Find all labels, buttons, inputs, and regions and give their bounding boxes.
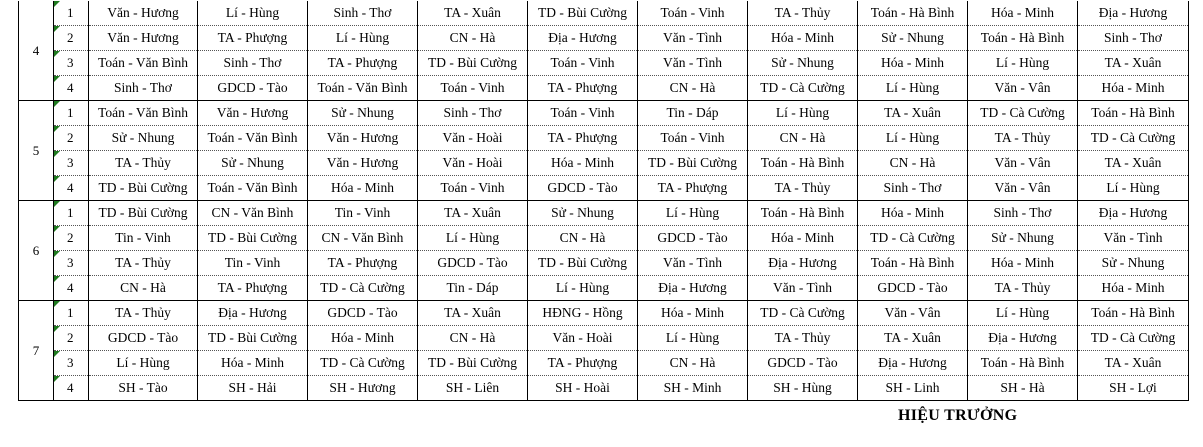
class-cell: TA - Xuân [418, 1, 528, 26]
class-cell: Toán - Hà Bình [1078, 301, 1189, 326]
class-cell: GDCD - Tào [89, 326, 198, 351]
class-cell: TD - Bùi Cường [528, 1, 638, 26]
class-cell: TA - Phượng [308, 51, 418, 76]
class-cell: SH - Hoài [528, 376, 638, 401]
class-cell: Sử - Nhung [1078, 251, 1189, 276]
class-cell: TD - Bùi Cường [418, 351, 528, 376]
class-cell: Lí - Hùng [638, 326, 748, 351]
class-cell: Lí - Hùng [748, 101, 858, 126]
period-cell [54, 376, 89, 401]
class-cell: SH - Lợi [1078, 376, 1189, 401]
class-cell: TD - Cà Cường [1078, 326, 1189, 351]
class-cell: TD - Bùi Cường [198, 226, 308, 251]
cell-comment-marker [54, 51, 60, 57]
class-cell: Sinh - Thơ [198, 51, 308, 76]
class-cell: Lí - Hùng [1078, 176, 1189, 201]
class-cell: TA - Thủy [748, 326, 858, 351]
class-cell: Văn - Tình [638, 51, 748, 76]
class-cell: Văn - Hương [89, 26, 198, 51]
timetable-row [19, 226, 1189, 251]
day-cell: 4 [19, 1, 54, 101]
period-number: 2 [67, 30, 74, 45]
class-cell: Toán - Văn Bình [198, 126, 308, 151]
class-cell: Địa - Hương [198, 301, 308, 326]
class-cell: Sử - Nhung [528, 201, 638, 226]
class-cell: Toán - Vinh [638, 1, 748, 26]
period-number: 4 [67, 380, 74, 395]
class-cell: Lí - Hùng [858, 126, 968, 151]
class-cell: SH - Hương [308, 376, 418, 401]
period-cell [54, 26, 89, 51]
timetable-body [19, 1, 1189, 401]
class-cell: Lí - Hùng [528, 276, 638, 301]
class-cell: Tin - Dáp [418, 276, 528, 301]
class-cell: Sinh - Thơ [858, 176, 968, 201]
cell-comment-marker [54, 201, 60, 207]
class-cell: GDCD - Tào [528, 176, 638, 201]
cell-comment-marker [54, 76, 60, 82]
class-cell: Sử - Nhung [748, 51, 858, 76]
class-cell: Hóa - Minh [1078, 276, 1189, 301]
timetable-row [19, 276, 1189, 301]
timetable-row [19, 376, 1189, 401]
class-cell: TA - Phượng [308, 251, 418, 276]
class-cell: Sử - Nhung [198, 151, 308, 176]
class-cell: Toán - Văn Bình [89, 51, 198, 76]
class-cell: Lí - Hùng [638, 201, 748, 226]
timetable-row [19, 151, 1189, 176]
period-cell [54, 176, 89, 201]
timetable-row [19, 251, 1189, 276]
class-cell: Văn - Hương [89, 1, 198, 26]
class-cell: TA - Xuân [418, 201, 528, 226]
class-cell: TA - Phượng [198, 26, 308, 51]
class-cell: SH - Hải [198, 376, 308, 401]
class-cell: Tin - Vinh [308, 201, 418, 226]
class-cell: Văn - Tình [638, 26, 748, 51]
cell-comment-marker [54, 1, 60, 7]
period-number: 1 [67, 205, 74, 220]
class-cell: Sinh - Thơ [418, 101, 528, 126]
class-cell: Toán - Vinh [638, 126, 748, 151]
day-cell: 5 [19, 101, 54, 201]
class-cell: Toán - Vinh [418, 76, 528, 101]
class-cell: Hóa - Minh [308, 326, 418, 351]
class-cell: Địa - Hương [638, 276, 748, 301]
class-cell: Sinh - Thơ [89, 76, 198, 101]
period-number: 4 [67, 280, 74, 295]
class-cell: Lí - Hùng [198, 1, 308, 26]
class-cell: Văn - Vân [968, 176, 1078, 201]
class-cell: Lí - Hùng [418, 226, 528, 251]
class-cell: CN - Hà [858, 151, 968, 176]
class-cell: Văn - Hoài [418, 126, 528, 151]
timetable-row [19, 76, 1189, 101]
period-cell [54, 201, 89, 226]
class-cell: Hóa - Minh [858, 201, 968, 226]
cell-comment-marker [54, 251, 60, 257]
class-cell: TD - Bùi Cường [528, 251, 638, 276]
timetable-row [19, 301, 1189, 326]
timetable-row [19, 201, 1189, 226]
class-cell: Văn - Hương [308, 151, 418, 176]
period-number: 3 [67, 155, 74, 170]
class-cell: SH - Liên [418, 376, 528, 401]
class-cell: TD - Cà Cường [858, 226, 968, 251]
class-cell: Hóa - Minh [308, 176, 418, 201]
cell-comment-marker [54, 376, 60, 382]
class-cell: Hóa - Minh [198, 351, 308, 376]
class-cell: TA - Phượng [638, 176, 748, 201]
class-cell: Địa - Hương [968, 326, 1078, 351]
class-cell: TA - Thủy [968, 126, 1078, 151]
class-cell: GDCD - Tào [858, 276, 968, 301]
class-cell: Địa - Hương [528, 26, 638, 51]
cell-comment-marker [54, 326, 60, 332]
signature-title: HIỆU TRƯỞNG [898, 407, 1018, 424]
class-cell: CN - Văn Bình [198, 201, 308, 226]
class-cell: Hóa - Minh [748, 226, 858, 251]
period-number: 1 [67, 105, 74, 120]
class-cell: TD - Cà Cường [1078, 126, 1189, 151]
class-cell: TD - Bùi Cường [89, 201, 198, 226]
period-cell [54, 326, 89, 351]
class-cell: Văn - Vân [858, 301, 968, 326]
period-cell [54, 101, 89, 126]
class-cell: Hóa - Minh [638, 301, 748, 326]
class-cell: Sử - Nhung [89, 126, 198, 151]
class-cell: TA - Thủy [968, 276, 1078, 301]
class-cell: Hóa - Minh [528, 151, 638, 176]
class-cell: Toán - Vinh [418, 176, 528, 201]
period-number: 2 [67, 130, 74, 145]
class-cell: TD - Cà Cường [748, 76, 858, 101]
class-cell: TA - Xuân [418, 301, 528, 326]
class-cell: TD - Cà Cường [968, 101, 1078, 126]
cell-comment-marker [54, 151, 60, 157]
class-cell: TA - Phượng [528, 126, 638, 151]
period-cell [54, 351, 89, 376]
period-number: 2 [67, 330, 74, 345]
period-cell [54, 51, 89, 76]
period-cell [54, 301, 89, 326]
class-cell: SH - Linh [858, 376, 968, 401]
period-number: 3 [67, 255, 74, 270]
class-cell: Toán - Hà Bình [748, 151, 858, 176]
cell-comment-marker [54, 226, 60, 232]
class-cell: GDCD - Tào [748, 351, 858, 376]
class-cell: Văn - Hương [308, 126, 418, 151]
class-cell: Toán - Hà Bình [968, 26, 1078, 51]
class-cell: Văn - Hoài [418, 151, 528, 176]
class-cell: TD - Cà Cường [748, 301, 858, 326]
class-cell: Văn - Tình [638, 251, 748, 276]
class-cell: CN - Hà [638, 351, 748, 376]
class-cell: Tin - Dáp [638, 101, 748, 126]
class-cell: TA - Thủy [748, 176, 858, 201]
class-cell: CN - Hà [418, 326, 528, 351]
day-cell: 7 [19, 301, 54, 401]
class-cell: TD - Bùi Cường [638, 151, 748, 176]
class-cell: Văn - Hoài [528, 326, 638, 351]
class-cell: GDCD - Tào [198, 76, 308, 101]
class-cell: TA - Thủy [89, 251, 198, 276]
cell-comment-marker [54, 301, 60, 307]
class-cell: Toán - Hà Bình [748, 201, 858, 226]
timetable-row [19, 176, 1189, 201]
class-cell: TA - Phượng [528, 351, 638, 376]
class-cell: TA - Phượng [528, 76, 638, 101]
class-cell: CN - Hà [748, 126, 858, 151]
class-cell: Hóa - Minh [968, 251, 1078, 276]
timetable-row [19, 351, 1189, 376]
class-cell: Văn - Vân [968, 76, 1078, 101]
class-cell: Tin - Vinh [89, 226, 198, 251]
class-cell: Toán - Hà Bình [858, 1, 968, 26]
class-cell: SH - Minh [638, 376, 748, 401]
class-cell: Toán - Văn Bình [89, 101, 198, 126]
class-cell: TA - Thủy [89, 151, 198, 176]
class-cell: Lí - Hùng [858, 76, 968, 101]
class-cell: SH - Hà [968, 376, 1078, 401]
class-cell: TA - Phượng [198, 276, 308, 301]
cell-comment-marker [54, 101, 60, 107]
class-cell: TA - Xuân [1078, 351, 1189, 376]
class-cell: CN - Hà [528, 226, 638, 251]
class-cell: Văn - Tình [1078, 226, 1189, 251]
class-cell: Toán - Hà Bình [858, 251, 968, 276]
timetable-row [19, 51, 1189, 76]
class-cell: Lí - Hùng [308, 26, 418, 51]
period-cell [54, 76, 89, 101]
timetable-row [19, 326, 1189, 351]
class-cell: Địa - Hương [748, 251, 858, 276]
class-cell: Sinh - Thơ [968, 201, 1078, 226]
class-cell: Toán - Văn Bình [308, 76, 418, 101]
class-cell: Toán - Vinh [528, 101, 638, 126]
timetable [18, 1, 1189, 401]
class-cell: TA - Thủy [748, 1, 858, 26]
class-cell: Văn - Tình [748, 276, 858, 301]
cell-comment-marker [54, 351, 60, 357]
class-cell: TA - Xuân [858, 101, 968, 126]
class-cell: TA - Thủy [89, 301, 198, 326]
class-cell: SH - Tào [89, 376, 198, 401]
class-cell: Văn - Vân [968, 151, 1078, 176]
class-cell: Sử - Nhung [308, 101, 418, 126]
period-number: 3 [67, 355, 74, 370]
class-cell: Toán - Hà Bình [1078, 101, 1189, 126]
class-cell: Lí - Hùng [968, 51, 1078, 76]
class-cell: Lí - Hùng [89, 351, 198, 376]
class-cell: TA - Xuân [1078, 51, 1189, 76]
period-cell [54, 126, 89, 151]
class-cell: TD - Bùi Cường [418, 51, 528, 76]
class-cell: GDCD - Tào [308, 301, 418, 326]
class-cell: Sử - Nhung [968, 226, 1078, 251]
class-cell: Tin - Vinh [198, 251, 308, 276]
period-cell [54, 151, 89, 176]
class-cell: Toán - Vinh [528, 51, 638, 76]
class-cell: Hóa - Minh [1078, 76, 1189, 101]
class-cell: Toán - Văn Bình [198, 176, 308, 201]
class-cell: Địa - Hương [1078, 201, 1189, 226]
timetable-row [19, 126, 1189, 151]
class-cell: Hóa - Minh [748, 26, 858, 51]
class-cell: Lí - Hùng [968, 301, 1078, 326]
period-cell [54, 226, 89, 251]
class-cell: SH - Hùng [748, 376, 858, 401]
class-cell: CN - Văn Bình [308, 226, 418, 251]
period-number: 1 [67, 305, 74, 320]
class-cell: TA - Xuân [1078, 151, 1189, 176]
class-cell: GDCD - Tào [418, 251, 528, 276]
period-cell [54, 1, 89, 26]
class-cell: Hóa - Minh [858, 51, 968, 76]
class-cell: Toán - Hà Bình [968, 351, 1078, 376]
period-number: 4 [67, 180, 74, 195]
class-cell: TD - Cà Cường [308, 351, 418, 376]
class-cell: Hóa - Minh [968, 1, 1078, 26]
timetable-row [19, 26, 1189, 51]
period-cell [54, 251, 89, 276]
class-cell: Sinh - Thơ [1078, 26, 1189, 51]
period-number: 3 [67, 55, 74, 70]
class-cell: TD - Bùi Cường [89, 176, 198, 201]
class-cell: TD - Bùi Cường [198, 326, 308, 351]
class-cell: CN - Hà [638, 76, 748, 101]
class-cell: Sử - Nhung [858, 26, 968, 51]
timetable-row [19, 101, 1189, 126]
class-cell: Sinh - Thơ [308, 1, 418, 26]
period-number: 1 [67, 5, 74, 20]
period-number: 2 [67, 230, 74, 245]
class-cell: CN - Hà [418, 26, 528, 51]
class-cell: Địa - Hương [1078, 1, 1189, 26]
cell-comment-marker [54, 26, 60, 32]
class-cell: TA - Xuân [858, 326, 968, 351]
class-cell: Văn - Hương [198, 101, 308, 126]
class-cell: Địa - Hương [858, 351, 968, 376]
period-cell [54, 276, 89, 301]
timetable-row [19, 1, 1189, 26]
cell-comment-marker [54, 126, 60, 132]
class-cell: GDCD - Tào [638, 226, 748, 251]
class-cell: CN - Hà [89, 276, 198, 301]
cell-comment-marker [54, 276, 60, 282]
period-number: 4 [67, 80, 74, 95]
class-cell: HĐNG - Hồng [528, 301, 638, 326]
class-cell: TD - Cà Cường [308, 276, 418, 301]
cell-comment-marker [54, 176, 60, 182]
day-cell: 6 [19, 201, 54, 301]
